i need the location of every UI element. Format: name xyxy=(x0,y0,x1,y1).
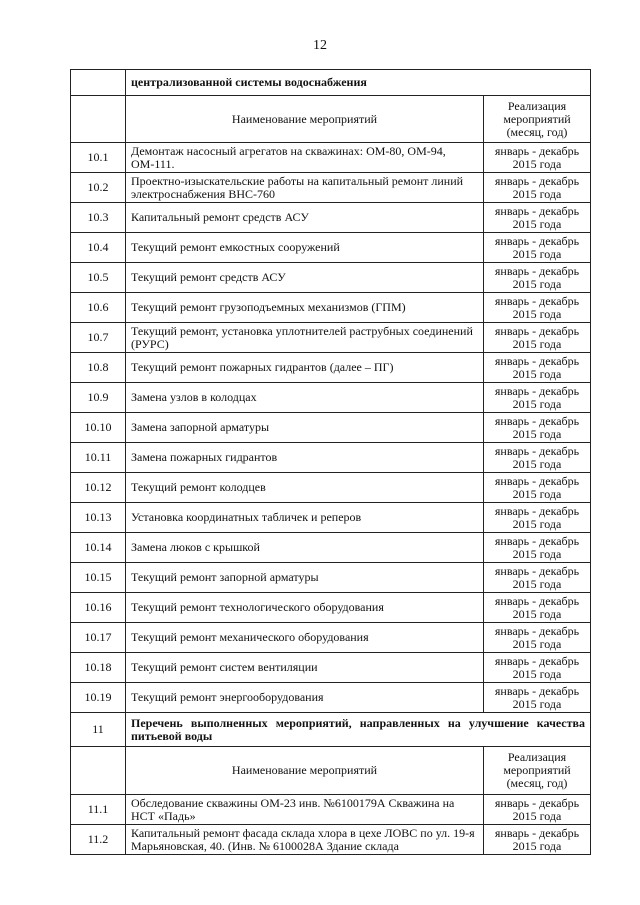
implementation-period: январь - декабрь 2015 года xyxy=(484,473,591,503)
row-number: 10.16 xyxy=(71,593,126,623)
measure-name: Замена пожарных гидрантов xyxy=(126,443,484,473)
row-number: 11.1 xyxy=(71,795,126,825)
implementation-period: январь - декабрь 2015 года xyxy=(484,533,591,563)
row-number: 10.1 xyxy=(71,143,126,173)
measure-name: Текущий ремонт колодцев xyxy=(126,473,484,503)
table-row xyxy=(71,443,591,473)
measure-name: Демонтаж насосный агрегатов на скважинах: ОМ-80, ОМ-94, ОМ-111. xyxy=(126,143,484,173)
measure-name: Капитальный ремонт фасада склада хлора в цехе ЛОВС по ул. 19-я Марьяновская, 40. (Инв. № 6100028А Здание склада xyxy=(126,825,484,855)
table-row xyxy=(71,795,591,825)
table-row xyxy=(71,413,591,443)
empty-cell xyxy=(71,747,126,795)
row-number: 10.19 xyxy=(71,683,126,713)
measure-name: Текущий ремонт пожарных гидрантов (далее – ПГ) xyxy=(126,353,484,383)
column-header-name: Наименование мероприятий xyxy=(126,96,484,143)
implementation-period: январь - декабрь 2015 года xyxy=(484,383,591,413)
row-number: 10.3 xyxy=(71,203,126,233)
implementation-period: январь - декабрь 2015 года xyxy=(484,825,591,855)
measure-name: Текущий ремонт систем вентиляции xyxy=(126,653,484,683)
table-row xyxy=(71,353,591,383)
table-row xyxy=(71,503,591,533)
row-number: 10.10 xyxy=(71,413,126,443)
measure-name: Замена запорной арматуры xyxy=(126,413,484,443)
row-number: 10.15 xyxy=(71,563,126,593)
row-number: 10.9 xyxy=(71,383,126,413)
table-row xyxy=(71,473,591,503)
implementation-period: январь - декабрь 2015 года xyxy=(484,563,591,593)
table-row xyxy=(71,653,591,683)
table-row xyxy=(71,233,591,263)
implementation-period: январь - декабрь 2015 года xyxy=(484,795,591,825)
table-row xyxy=(71,825,591,855)
row-number: 10.4 xyxy=(71,233,126,263)
section-title-continued: централизованной системы водоснабжения xyxy=(126,70,591,96)
implementation-period: январь - декабрь 2015 года xyxy=(484,443,591,473)
table-header-row xyxy=(71,96,591,143)
implementation-period: январь - декабрь 2015 года xyxy=(484,683,591,713)
implementation-period: январь - декабрь 2015 года xyxy=(484,263,591,293)
table-row xyxy=(71,623,591,653)
page-number: 12 xyxy=(313,38,327,53)
measure-name: Текущий ремонт энергооборудования xyxy=(126,683,484,713)
measure-name: Капитальный ремонт средств АСУ xyxy=(126,203,484,233)
empty-cell xyxy=(71,96,126,143)
measure-name: Текущий ремонт запорной арматуры xyxy=(126,563,484,593)
table-row xyxy=(71,143,591,173)
section-row xyxy=(71,713,591,747)
implementation-period: январь - декабрь 2015 года xyxy=(484,413,591,443)
measures-table xyxy=(70,69,591,855)
implementation-period: январь - декабрь 2015 года xyxy=(484,293,591,323)
implementation-period: январь - декабрь 2015 года xyxy=(484,653,591,683)
table-row xyxy=(71,563,591,593)
measure-name: Обследование скважины ОМ-23 инв. №6100179А Скважина на НСТ «Падь» xyxy=(126,795,484,825)
section-title: Перечень выполненных мероприятий, направленных на улучшение качества питьевой воды xyxy=(126,713,591,747)
row-number: 10.7 xyxy=(71,323,126,353)
table-row xyxy=(71,293,591,323)
table-row xyxy=(71,323,591,353)
implementation-period: январь - декабрь 2015 года xyxy=(484,593,591,623)
row-number: 11.2 xyxy=(71,825,126,855)
row-number: 10.8 xyxy=(71,353,126,383)
measure-name: Текущий ремонт емкостных сооружений xyxy=(126,233,484,263)
row-number: 10.14 xyxy=(71,533,126,563)
table-header-row xyxy=(71,747,591,795)
implementation-period: январь - декабрь 2015 года xyxy=(484,503,591,533)
table-row xyxy=(71,203,591,233)
row-number: 10.11 xyxy=(71,443,126,473)
table-row xyxy=(71,173,591,203)
implementation-period: январь - декабрь 2015 года xyxy=(484,353,591,383)
implementation-period: январь - декабрь 2015 года xyxy=(484,143,591,173)
row-number: 10.18 xyxy=(71,653,126,683)
measure-name: Замена люков с крышкой xyxy=(126,533,484,563)
measure-name: Проектно-изыскательские работы на капитальный ремонт линий электроснабжения ВНС-760 xyxy=(126,173,484,203)
table-row xyxy=(71,70,591,96)
row-number: 10.2 xyxy=(71,173,126,203)
row-number: 10.6 xyxy=(71,293,126,323)
table-row xyxy=(71,683,591,713)
measure-name: Текущий ремонт механического оборудования xyxy=(126,623,484,653)
section-number: 11 xyxy=(71,713,126,747)
implementation-period: январь - декабрь 2015 года xyxy=(484,203,591,233)
column-header-period: Реализация мероприятий (месяц, год) xyxy=(484,96,591,143)
implementation-period: январь - декабрь 2015 года xyxy=(484,323,591,353)
implementation-period: январь - декабрь 2015 года xyxy=(484,233,591,263)
measure-name: Текущий ремонт средств АСУ xyxy=(126,263,484,293)
measure-name: Установка координатных табличек и реперов xyxy=(126,503,484,533)
column-header-name: Наименование мероприятий xyxy=(126,747,484,795)
implementation-period: январь - декабрь 2015 года xyxy=(484,173,591,203)
row-number: 10.13 xyxy=(71,503,126,533)
row-number: 10.5 xyxy=(71,263,126,293)
column-header-period: Реализация мероприятий (месяц, год) xyxy=(484,747,591,795)
measure-name: Текущий ремонт технологического оборудования xyxy=(126,593,484,623)
row-number: 10.12 xyxy=(71,473,126,503)
table-row xyxy=(71,533,591,563)
implementation-period: январь - декабрь 2015 года xyxy=(484,623,591,653)
table-row xyxy=(71,263,591,293)
table-row xyxy=(71,593,591,623)
measure-name: Текущий ремонт грузоподъемных механизмов (ГПМ) xyxy=(126,293,484,323)
row-number: 10.17 xyxy=(71,623,126,653)
table-row xyxy=(71,383,591,413)
measure-name: Текущий ремонт, установка уплотнителей раструбных соединений (РУРС) xyxy=(126,323,484,353)
measure-name: Замена узлов в колодцах xyxy=(126,383,484,413)
empty-cell xyxy=(71,70,126,96)
